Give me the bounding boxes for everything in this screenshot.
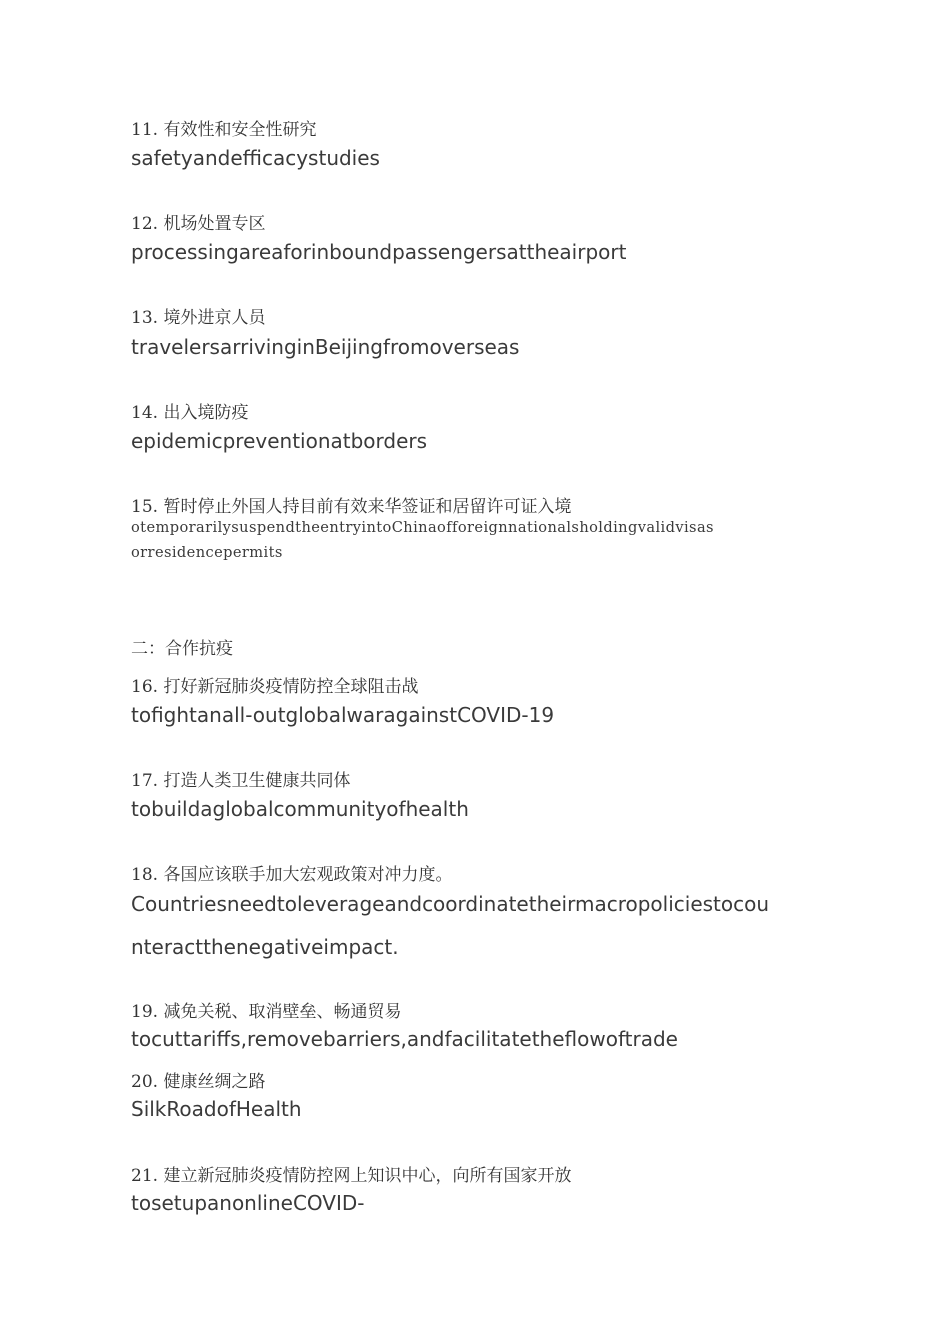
section-heading: 二：合作抗疫	[131, 639, 233, 659]
term-11-english: safetyandefficacystudies	[131, 146, 380, 170]
term-19-english: tocuttariffs,removebarriers,andfacilitatetheflowoftrade	[131, 1027, 678, 1051]
term-20-chinese: 20. 健康丝绸之路	[131, 1072, 266, 1092]
term-18-chinese: 18. 各国应该联手加大宏观政策对冲力度。	[131, 865, 453, 885]
term-14-chinese: 14. 出入境防疫	[131, 403, 249, 423]
term-13-chinese: 13. 境外进京人员	[131, 308, 266, 328]
term-19-chinese: 19. 减免关税、取消壁垒、畅通贸易	[131, 1002, 402, 1022]
term-15-chinese: 15. 暂时停止外国人持目前有效来华签证和居留许可证入境	[131, 497, 572, 517]
term-16-english: tofightanall-outglobalwaragainstCOVID-19	[131, 703, 555, 727]
term-21-chinese: 21. 建立新冠肺炎疫情防控网上知识中心，向所有国家开放	[131, 1166, 572, 1186]
term-18-english-line-2: nteractthenegativeimpact.	[131, 935, 399, 959]
term-12-chinese: 12. 机场处置专区	[131, 214, 266, 234]
term-14-english: epidemicpreventionatborders	[131, 429, 428, 453]
term-16-chinese: 16. 打好新冠肺炎疫情防控全球阻击战	[131, 677, 419, 697]
term-15-english-line-2: orresidencepermits	[131, 544, 283, 561]
term-17-english: tobuildaglobalcommunityofhealth	[131, 797, 469, 821]
term-13-english: travelersarrivinginBeijingfromoverseas	[131, 335, 520, 359]
term-12-english: processingareaforinboundpassengersattheairport	[131, 240, 627, 264]
term-20-english: SilkRoadofHealth	[131, 1097, 302, 1121]
term-11-chinese: 11. 有效性和安全性研究	[131, 120, 317, 140]
term-18-english-line-1: Countriesneedtoleverageandcoordinatetheirmacropoliciestocou	[131, 892, 770, 916]
term-15-english-line-1: otemporarilysuspendtheentryintoChinaofforeignnationalsholdingvalidvisas	[131, 519, 714, 536]
term-21-english: tosetupanonlineCOVID-	[131, 1191, 365, 1215]
term-17-chinese: 17. 打造人类卫生健康共同体	[131, 771, 351, 791]
